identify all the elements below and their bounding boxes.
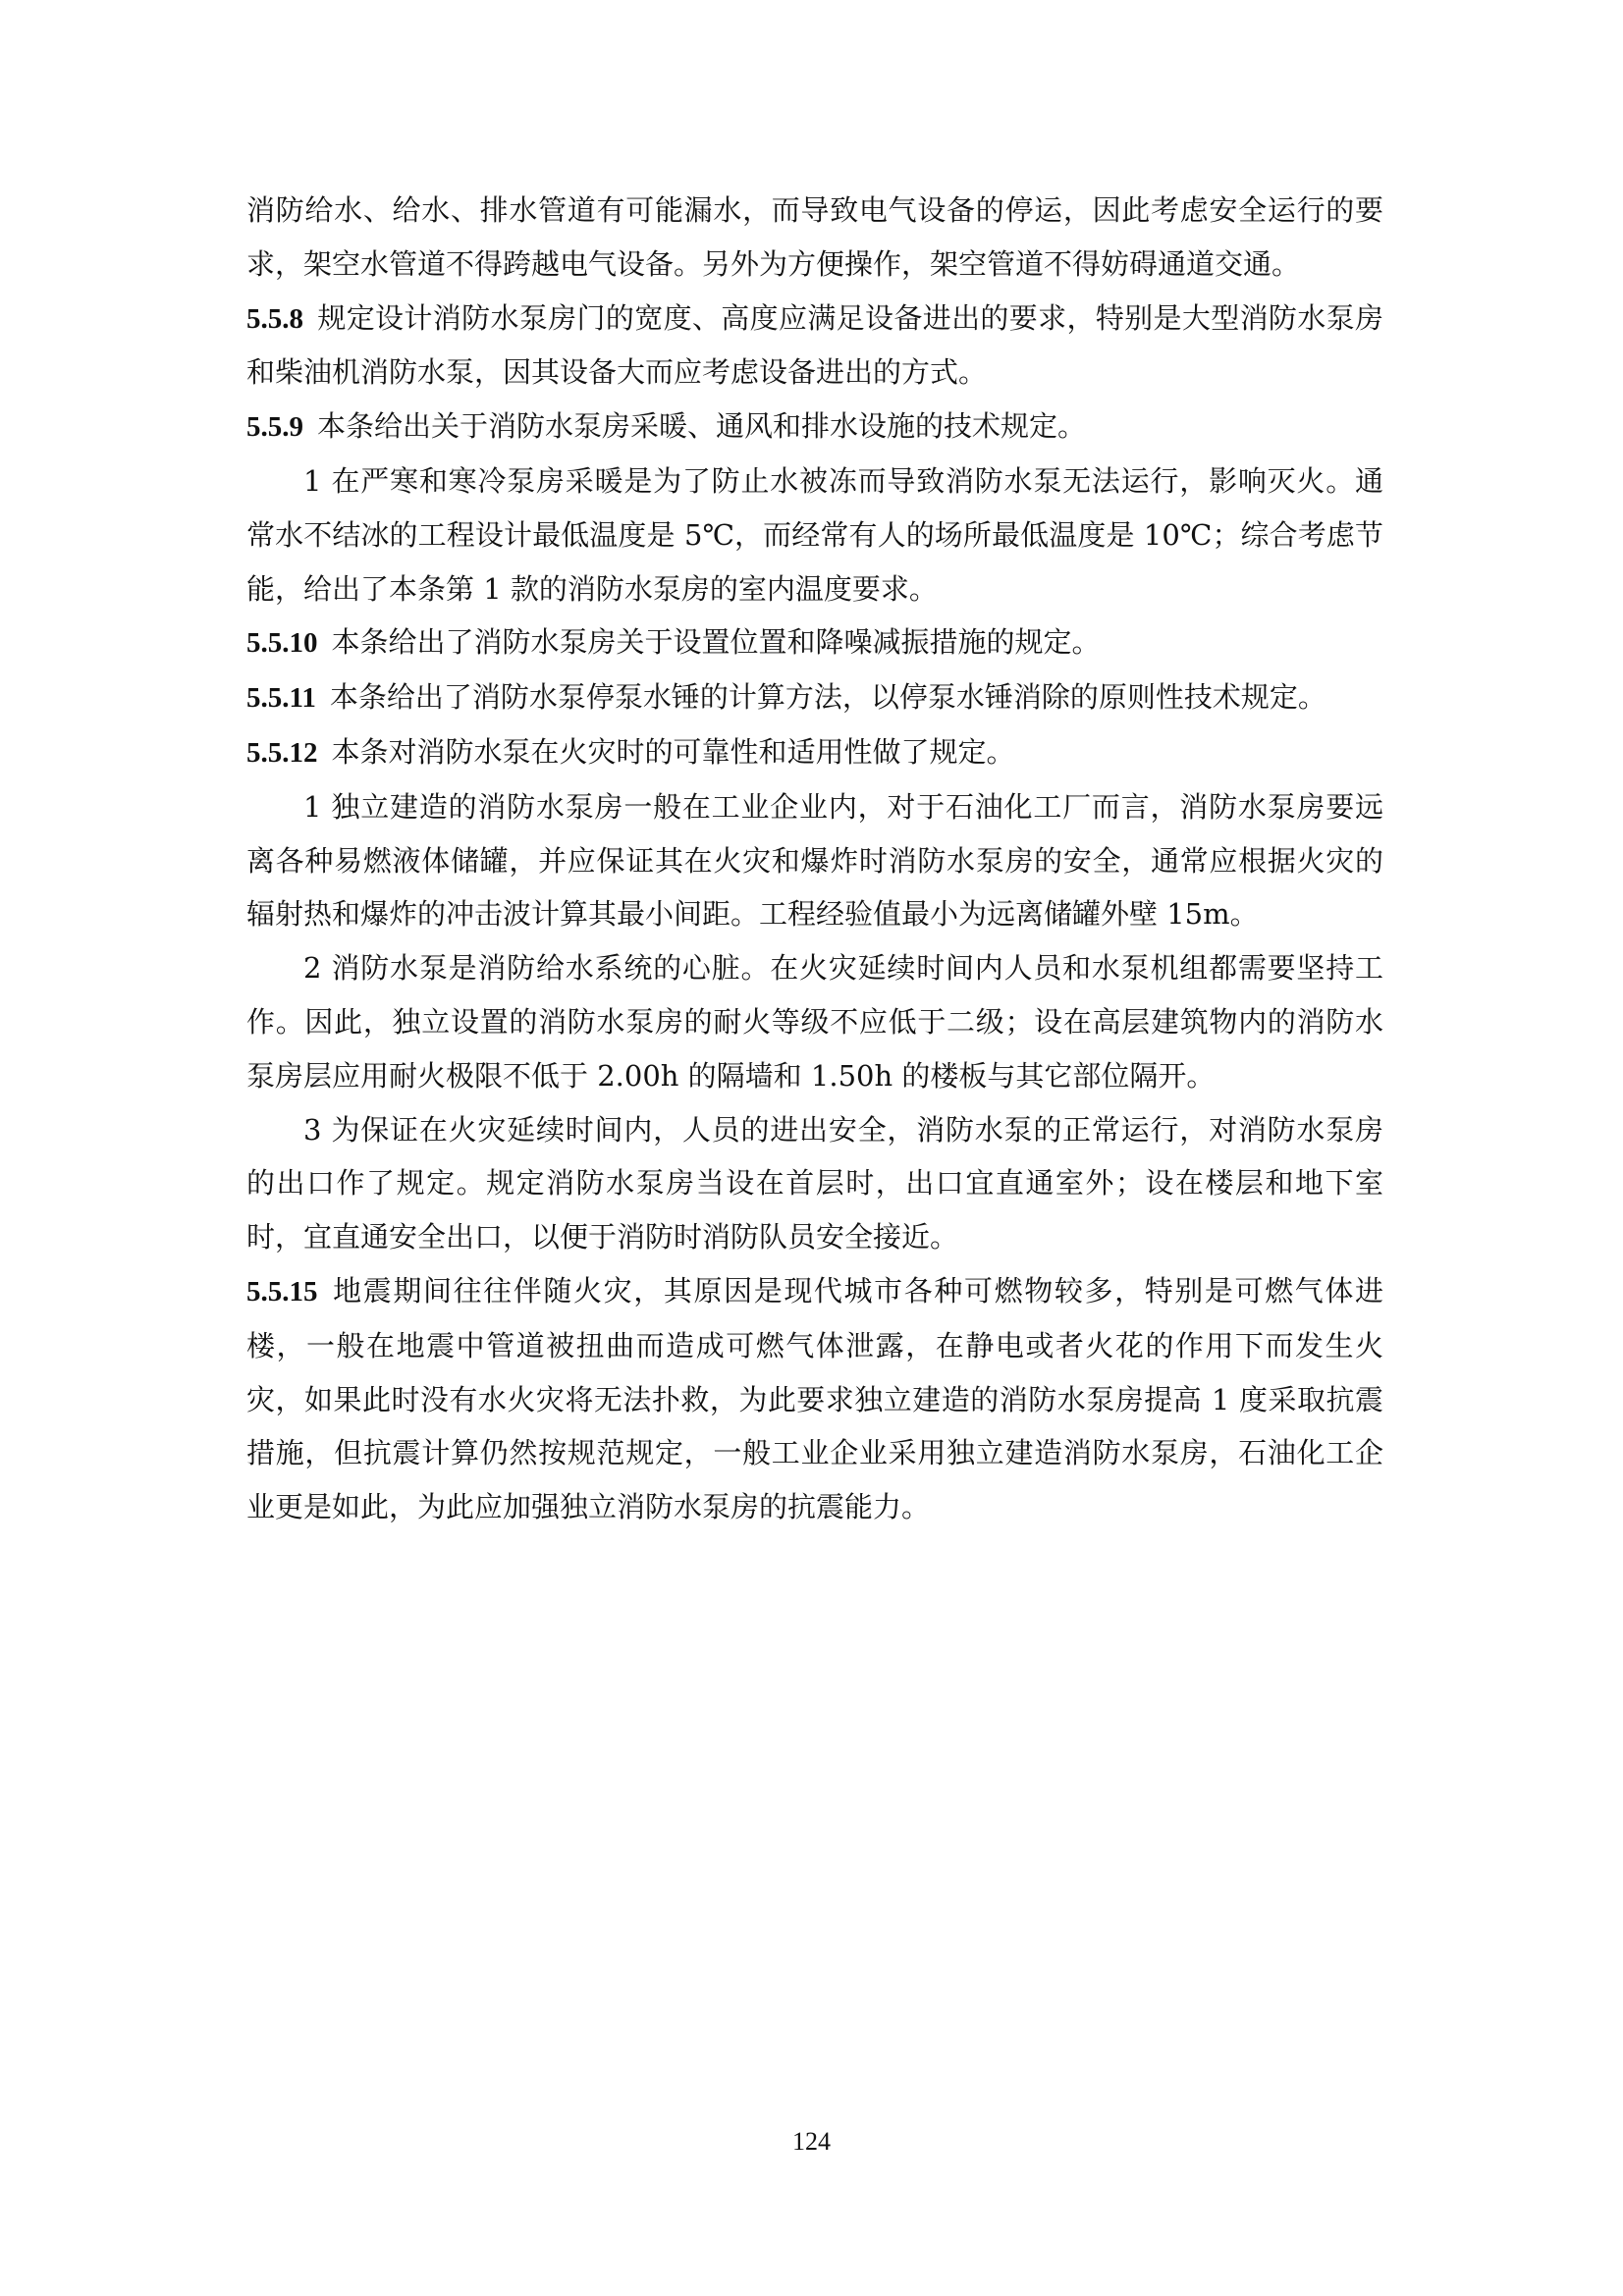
paragraph-text: 本条对消防水泵在火灾时的可靠性和适用性做了规定。 <box>331 734 1015 769</box>
clause-5-5-12-item-3 <box>246 1103 1383 1264</box>
clause-5-5-12 <box>246 725 1383 780</box>
clause-5-5-9 <box>246 400 1383 454</box>
paragraph-text: 规定设计消防水泵房门的宽度、高度应满足设备进出的要求，特别是大型消防水泵房和柴油机消防水泵，因其设备大而应考虑设备进出的方式。 <box>246 300 1383 390</box>
paragraph-text: 3 为保证在火灾延续时间内，人员的进出安全，消防水泵的正常运行，对消防水泵房的出口作了规定。规定消防水泵房当设在首层时，出口宜直通室外；设在楼层和地下室时，宜直通安全出口，以便于消防时消防队员安全接近。 <box>246 1112 1383 1255</box>
paragraph-text: 本条给出了消防水泵房关于设置位置和降噪减振措施的规定。 <box>331 625 1101 660</box>
page-number: 124 <box>792 2127 831 2156</box>
paragraph-text: 地震期间往往伴随火灾，其原因是现代城市各种可燃物较多，特别是可燃气体进楼，一般在地震中管道被扭曲而造成可燃气体泄露，在静电或者火花的作用下而发生火灾，如果此时没有水火灾将无法扑救，为此要求独立建造的消防水泵房提高 1 度采取抗震措施，但抗震计算仍然按规范规定，一般工业企业采用独立建造消防水泵房，石油化工企业更是如此，为此应加强独立消防水泵房的抗震能力。 <box>246 1273 1383 1524</box>
paragraph-text: 2 消防水泵是消防给水系统的心脏。在火灾延续时间内人员和水泵机组都需要坚持工作。因此，独立设置的消防水泵房的耐火等级不应低于二级；设在高层建筑物内的消防水泵房层应用耐火极限不低于 2.00h 的隔墙和 1.50h 的楼板与其它部位隔开。 <box>246 951 1383 1093</box>
clause-5-5-15 <box>246 1264 1383 1534</box>
clause-5-5-12-item-2 <box>246 941 1383 1102</box>
clause-number: 5.5.10 <box>246 627 318 660</box>
paragraph-text: 本条给出了消防水泵停泵水锤的计算方法，以停泵水锤消除的原则性技术规定。 <box>329 680 1326 715</box>
clause-5-5-12-item-1 <box>246 780 1383 941</box>
paragraph-text: 消防给水、给水、排水管道有可能漏水，而导致电气设备的停运，因此考虑安全运行的要求，架空水管道不得跨越电气设备。另外为方便操作，架空管道不得妨碍通道交通。 <box>246 193 1383 281</box>
clause-5-5-9-item-1 <box>246 454 1383 615</box>
paragraph-text: 本条给出关于消防水泵房采暖、通风和排水设施的技术规定。 <box>317 409 1087 444</box>
paragraph-text: 1 独立建造的消防水泵房一般在工业企业内，对于石油化工厂而言，消防水泵房要远离各种易燃液体储罐，并应保证其在火灾和爆炸时消防水泵房的安全，通常应根据火灾的辐射热和爆炸的冲击波计算其最小间距。工程经验值最小为远离储罐外壁 15m。 <box>246 789 1383 932</box>
clause-5-5-10 <box>246 615 1383 670</box>
clause-number: 5.5.9 <box>246 411 303 444</box>
clause-number: 5.5.11 <box>246 682 316 715</box>
clause-5-5-8 <box>246 292 1383 400</box>
clause-number: 5.5.8 <box>246 302 303 335</box>
clause-number: 5.5.12 <box>246 736 318 769</box>
paragraph-text: 1 在严寒和寒冷泵房采暖是为了防止水被冻而导致消防水泵无法运行，影响灭火。通常水不结冰的工程设计最低温度是 5℃，而经常有人的场所最低温度是 10℃；综合考虑节能，给出了本条第 1 款的消防水泵房的室内温度要求。 <box>246 463 1383 606</box>
document-body <box>246 184 1383 1534</box>
clause-number: 5.5.15 <box>246 1275 318 1308</box>
clause-5-5-11 <box>246 670 1383 725</box>
paragraph-continuation <box>246 184 1383 292</box>
